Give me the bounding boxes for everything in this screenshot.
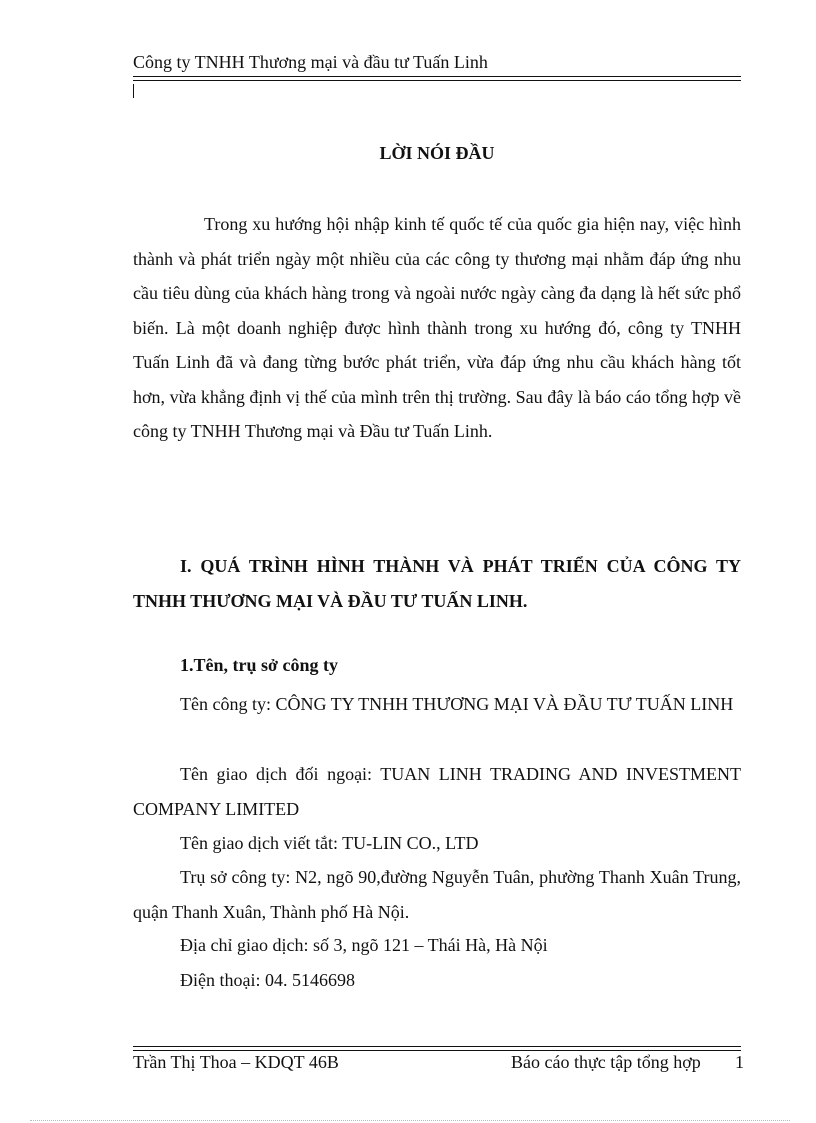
- footer-rule-top: [133, 1046, 741, 1047]
- intro-paragraph: Trong xu hướng hội nhập kinh tế quốc tế của quốc gia hiện nay, việc hình thành và phát triển ngày một nhiều của các công ty thương mại nhằm đáp ứng nhu cầu tiêu dùng của khách hàng trong và ngoài nước ngày càng đa dạng là hết sức phổ biến. Là một doanh nghiệp được hình thành trong xu hướng đó, công ty TNHH Tuấn Linh đã và đang từng bước phát triển, vừa đáp ứng nhu cầu khách hàng tốt hơn, vừa khẳng định vị thế của mình trên thị trường. Sau đây là báo cáo tổng hợp về công ty TNHH Thương mại và Đầu tư Tuấn Linh.: [133, 214, 741, 441]
- headquarters-line: Trụ sở công ty: N2, ngõ 90,đường Nguyễn Tuân, phường Thanh Xuân Trung, quận Thanh Xuân, Thành phố Hà Nội.: [133, 867, 741, 922]
- subsection-heading: 1.Tên, trụ sở công ty: [180, 655, 338, 675]
- footer-rule-bottom: [133, 1050, 741, 1051]
- footer-author: Trần Thị Thoa – KDQT 46B: [133, 1052, 339, 1072]
- phone-line: Điện thoại: 04. 5146698: [180, 970, 355, 990]
- page-bottom-border: [30, 1120, 790, 1121]
- text-cursor: [133, 84, 134, 98]
- header-rule-top: [133, 76, 741, 77]
- trading-name-line: Tên giao dịch đối ngoại: TUAN LINH TRADING AND INVESTMENT COMPANY LIMITED: [133, 764, 741, 819]
- page-header: Công ty TNHH Thương mại và đầu tư Tuấn Linh: [133, 52, 488, 72]
- page-number: 1: [735, 1052, 744, 1072]
- company-name-line: Tên công ty: CÔNG TY TNHH THƯƠNG MẠI VÀ ĐẦU TƯ TUẤN LINH: [180, 694, 734, 714]
- short-name-line: Tên giao dịch viết tắt: TU-LIN CO., LTD: [180, 833, 479, 853]
- header-rule-bottom: [133, 80, 741, 81]
- document-title: LỜI NÓI ĐẦU: [379, 143, 495, 163]
- footer-report-title: Báo cáo thực tập tổng hợp: [511, 1052, 701, 1072]
- transaction-address-line: Địa chỉ giao dịch: số 3, ngõ 121 – Thái Hà, Hà Nội: [180, 935, 548, 955]
- section-heading: I. QUÁ TRÌNH HÌNH THÀNH VÀ PHÁT TRIỂN CỦA CÔNG TY TNHH THƯƠNG MẠI VÀ ĐẦU TƯ TUẤN LINH.: [133, 556, 741, 611]
